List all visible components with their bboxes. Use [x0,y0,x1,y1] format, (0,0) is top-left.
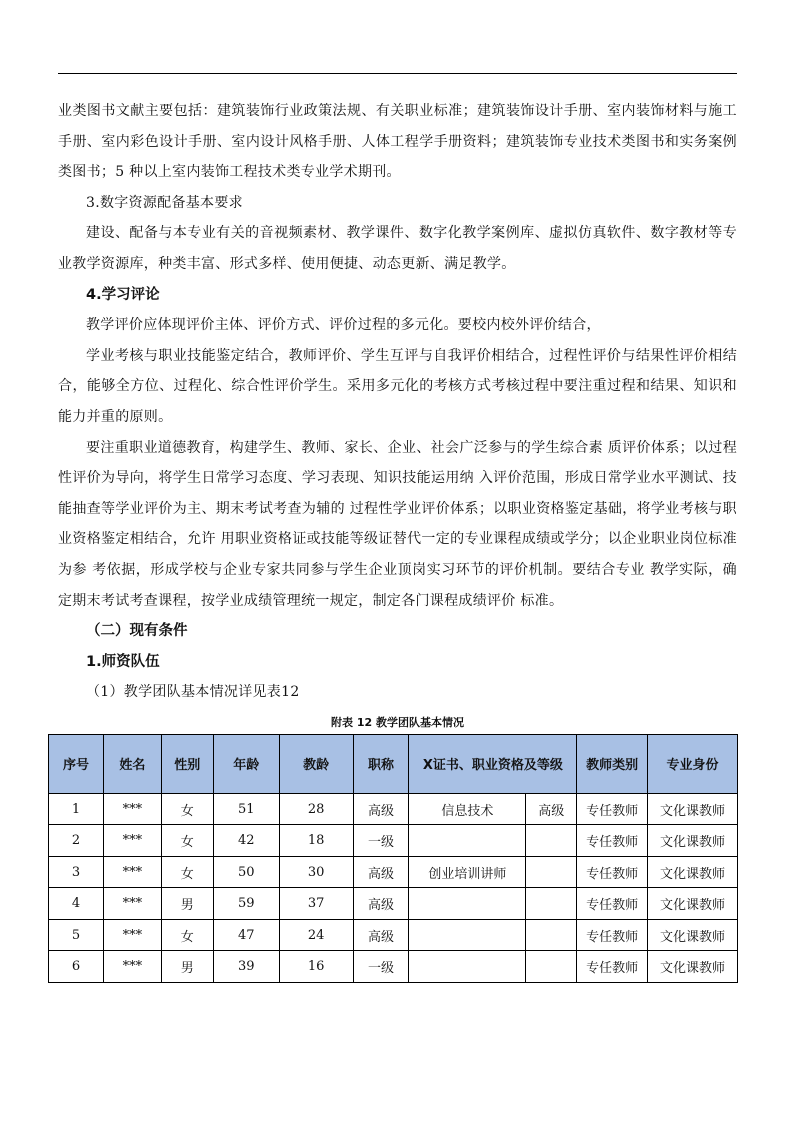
cell-name: *** [103,793,161,825]
table-row [49,888,738,920]
table-row [49,793,738,825]
table-row [49,951,738,983]
cell-cert: 创业培训讲师 [409,856,526,888]
cell-title: 一级 [353,825,409,857]
table-header-row [49,734,738,793]
cell-age: 39 [213,951,279,983]
header-no: 序号 [49,734,104,793]
cell-gender: 女 [161,793,213,825]
cell-teacher-type: 专任教师 [577,825,648,857]
header-rule [58,73,737,74]
cell-level [526,951,577,983]
cell-gender: 女 [161,919,213,951]
cell-age: 47 [213,919,279,951]
header-age: 年龄 [213,734,279,793]
table-row [49,856,738,888]
cell-teacher-type: 专任教师 [577,919,648,951]
cell-age: 59 [213,888,279,920]
header-name: 姓名 [103,734,161,793]
cell-no: 5 [49,919,104,951]
cell-age: 51 [213,793,279,825]
cell-teacher-type: 专任教师 [577,793,648,825]
cell-teaching-age: 24 [279,919,353,951]
cell-identity: 文化课教师 [648,856,738,888]
header-teacher-type: 教师类别 [577,734,648,793]
cell-name: *** [103,919,161,951]
cell-level [526,825,577,857]
cell-level [526,888,577,920]
paragraph-evaluation-1: 教学评价应体现评价主体、评价方式、评价过程的多元化。要校内校外评价结合， [86,317,601,334]
cell-gender: 男 [161,951,213,983]
cell-name: *** [103,856,161,888]
cell-level: 高级 [526,793,577,825]
cell-teaching-age: 30 [279,856,353,888]
cell-no: 1 [49,793,104,825]
cell-title: 高级 [353,888,409,920]
cell-teacher-type: 专任教师 [577,888,648,920]
heading-learning-evaluation: 4.学习评论 [86,286,160,303]
cell-no: 2 [49,825,104,857]
cell-teacher-type: 专任教师 [577,856,648,888]
cell-name: *** [103,825,161,857]
cell-teaching-age: 18 [279,825,353,857]
table-row [49,825,738,857]
header-title: 职称 [353,734,409,793]
cell-level [526,919,577,951]
cell-teaching-age: 37 [279,888,353,920]
header-identity: 专业身份 [648,734,738,793]
cell-identity: 文化课教师 [648,951,738,983]
cell-title: 高级 [353,793,409,825]
cell-cert [409,919,526,951]
cell-teaching-age: 16 [279,951,353,983]
cell-gender: 女 [161,825,213,857]
cell-age: 50 [213,856,279,888]
paragraph-evaluation-3: 要注重职业道德教育，构建学生、教师、家长、企业、社会广泛参与的学生综合素 质评价体系；以过程性评价为导向，将学生日常学习态度、学习表现、知识技能运用纳 入评价范围，形成日常学业水平测试、技能抽查等学业评价为主、期末考试考查为辅的 过程性学业评价体系；以职业资格鉴定基础，将学业考核与职业资格鉴定相结合，允许 用职业资格证或技能等级证替代一定的专业课程成绩或学分；以企业职业岗位标准为参 考依据，形成学校与企业专家共同参与学生企业顶岗实习环节的评价机制。要结合专业 教学实际，确定期末考试考查课程，按学业成绩管理统一规定，制定各门课程成绩评价 标准。 [58,439,737,609]
cell-identity: 文化课教师 [648,825,738,857]
cell-teacher-type: 专任教师 [577,951,648,983]
header-gender: 性别 [161,734,213,793]
cell-title: 一级 [353,951,409,983]
table-caption: 附表 12 教学团队基本情况 [331,715,464,729]
paragraph-digital-resources: 建设、配备与本专业有关的音视频素材、教学课件、数字化教学案例库、虚拟仿真软件、数字教材等专业教学资源库，种类丰富、形式多样、使用便捷、动态更新、满足教学。 [58,225,737,272]
paragraph-library-resources: 业类图书文献主要包括：建筑装饰行业政策法规、有关职业标准；建筑装饰设计手册、室内装饰材料与施工手册、室内彩色设计手册、室内设计风格手册、人体工程学手册资料；建筑装饰专业技术类图书和实务案例类图书；5 种以上室内装饰工程技术类专业学术期刊。 [58,103,737,181]
cell-teaching-age: 28 [279,793,353,825]
header-teaching-age: 教龄 [279,734,353,793]
cell-identity: 文化课教师 [648,919,738,951]
cell-cert: 信息技术 [409,793,526,825]
cell-name: *** [103,951,161,983]
cell-identity: 文化课教师 [648,888,738,920]
cell-title: 高级 [353,856,409,888]
paragraph-evaluation-2: 学业考核与职业技能鉴定结合，教师评价、学生互评与自我评价相结合，过程性评价与结果性评价相结合，能够全方位、过程化、综合性评价学生。采用多元化的考核方式考核过程中要注重过程和结果、知识和能力并重的原则。 [58,347,737,425]
paragraph-team-reference: （1）教学团队基本情况详见表12 [86,684,300,701]
cell-age: 42 [213,825,279,857]
cell-level [526,856,577,888]
header-cert: X证书、职业资格及等级 [409,734,577,793]
cell-cert [409,825,526,857]
cell-name: *** [103,888,161,920]
teaching-team-table [48,734,738,983]
cell-no: 3 [49,856,104,888]
cell-no: 4 [49,888,104,920]
cell-gender: 女 [161,856,213,888]
table-row [49,919,738,951]
cell-identity: 文化课教师 [648,793,738,825]
cell-gender: 男 [161,888,213,920]
cell-title: 高级 [353,919,409,951]
heading-existing-conditions: （二）现有条件 [86,623,188,640]
cell-cert [409,951,526,983]
cell-no: 6 [49,951,104,983]
document-body [58,96,737,983]
cell-cert [409,888,526,920]
heading-digital-resources: 3.数字资源配备基本要求 [86,194,243,211]
heading-teaching-staff: 1.师资队伍 [86,653,160,670]
